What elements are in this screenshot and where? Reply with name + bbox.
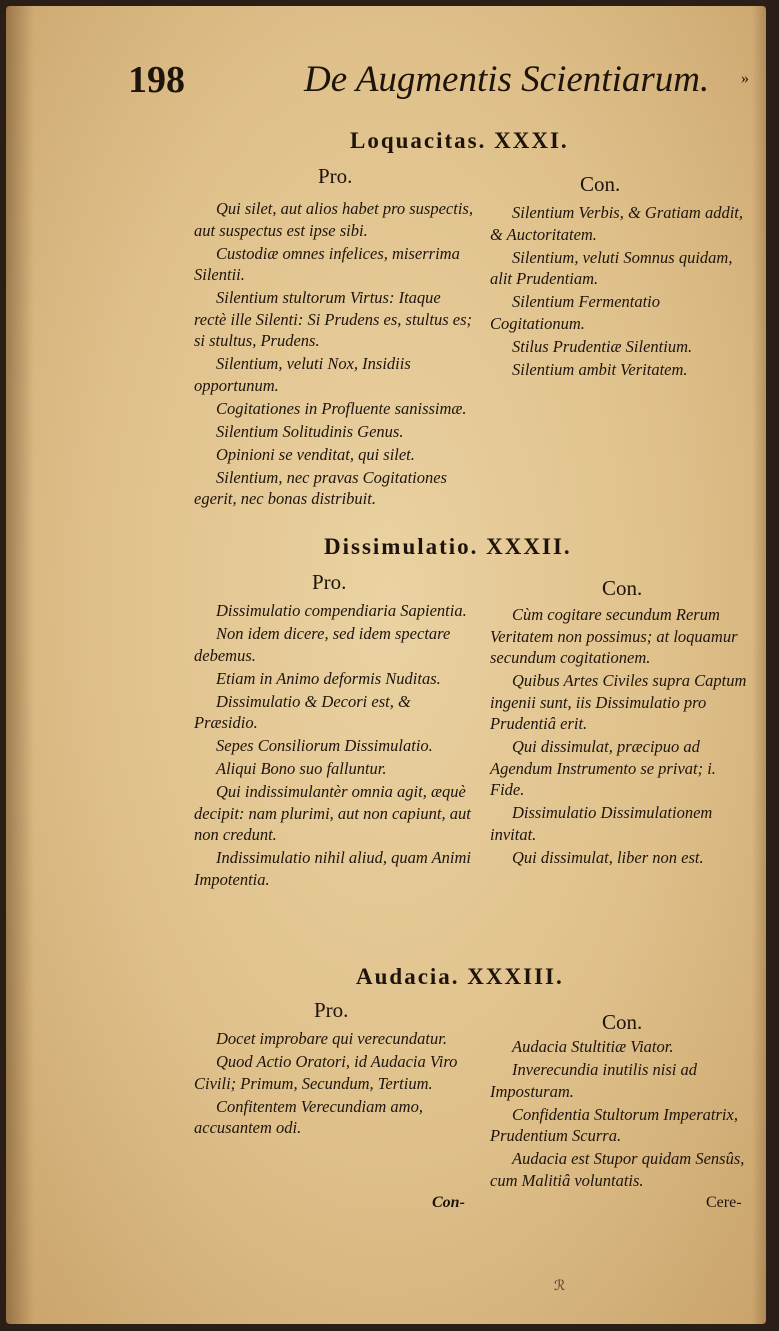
con-sentence: Qui dissimulat, præcipuo ad Agendum Instrumento se privat; i. Fide. (490, 737, 716, 799)
corner-mark: » (741, 70, 749, 87)
pro-heading: Pro. (318, 164, 353, 188)
con-column (490, 202, 754, 382)
con-sentence: Cùm cogitare secundum Rerum Veritatem non possimus; at loquamur secundum cogitationem. (490, 605, 738, 667)
pro-sentence: Silentium Solitudinis Genus. (216, 421, 404, 441)
section-title-loquacitas: Loquacitas. XXXI. (350, 128, 569, 153)
con-column (490, 604, 754, 870)
pro-sentence: Aliqui Bono suo falluntur. (216, 759, 387, 778)
pro-column (194, 600, 476, 892)
pro-sentence: Custodiæ omnes infelices, miserrima Silentii. (194, 243, 460, 284)
pro-sentence: Silentium stultorum Virtus: Itaque rectè ille Silenti: Si Prudens es, stultus es; si stultus, Prudens. (194, 288, 473, 350)
page-number: 198 (128, 59, 185, 101)
pro-sentence: Dissimulatio & Decori est, & Præsidio. (194, 691, 411, 732)
con-sentence: Silentium ambit Veritatem. (512, 359, 688, 379)
con-sentence: Audacia Stultitiæ Viator. (512, 1037, 674, 1056)
con-sentence: Inverecundia inutilis nisi ad Imposturam. (490, 1060, 697, 1101)
pro-sentence: Silentium, veluti Nox, Insidiis opportunum. (194, 354, 411, 395)
pro-sentence: Confitentem Verecundiam amo, accusantem odi. (194, 1096, 423, 1137)
pro-sentence: Qui silet, aut alios habet pro suspectis, aut suspectus est ipse sibi. (194, 199, 473, 240)
con-heading: Con. (580, 172, 621, 196)
con-sentence: Confidentia Stultorum Imperatrix, Prudentium Scurra. (490, 1104, 738, 1145)
pro-sentence: Non idem dicere, sed idem spectare debemus. (194, 624, 451, 665)
page-edge-shadow (752, 6, 766, 1324)
spine-shadow (6, 6, 34, 1324)
con-heading: Con. (602, 576, 643, 600)
con-sentence: Stilus Prudentiæ Silentium. (512, 336, 693, 356)
con-sentence: Silentium, veluti Somnus quidam, alit Prudentiam. (490, 247, 733, 288)
section-title-audacia: Audacia. XXXIII. (356, 964, 564, 989)
con-column (490, 1036, 754, 1193)
con-sentence: Silentium Verbis, & Gratiam addit, & Auctoritatem. (490, 203, 743, 244)
running-head: De Augmentis Scientiarum. (304, 59, 710, 100)
con-sentence: Silentium Fermentatio Cogitationum. (490, 292, 661, 333)
catchword-right: Cere- (706, 1194, 742, 1211)
footer-mark: ℛ (554, 1279, 566, 1294)
pro-sentence: Dissimulatio compendiaria Sapientia. (216, 601, 467, 620)
section-title-dissimulatio: Dissimulatio. XXXII. (324, 534, 572, 559)
pro-sentence: Indissimulatio nihil aliud, quam Animi Impotentia. (194, 848, 472, 889)
pro-heading: Pro. (314, 998, 349, 1022)
pro-sentence: Cogitationes in Profluente sanissimæ. (216, 398, 467, 418)
pro-heading: Pro. (312, 570, 347, 594)
con-sentence: Qui dissimulat, liber non est. (512, 847, 704, 867)
pro-sentence: Sepes Consiliorum Dissimulatio. (216, 736, 433, 755)
pro-sentence: Silentium, nec pravas Cogitationes egerit, nec bonas distribuit. (194, 467, 447, 508)
con-sentence: Dissimulatio Dissimulationem invitat. (490, 803, 713, 844)
pro-sentence: Quod Actio Oratori, id Audacia Viro Civili; Primum, Secundum, Tertium. (194, 1052, 458, 1093)
pro-column (194, 198, 476, 511)
pro-sentence: Etiam in Animo deformis Nuditas. (216, 668, 441, 688)
pro-sentence: Qui indissimulantèr omnia agit, æquè decipit: nam plurimi, aut non capiunt, aut non credunt. (194, 782, 471, 844)
con-sentence: Audacia est Stupor quidam Sensûs, cum Malitiâ voluntatis. (490, 1149, 745, 1190)
pro-sentence: Docet improbare qui verecundatur. (216, 1029, 447, 1048)
pro-sentence: Opinioni se venditat, qui silet. (216, 444, 415, 464)
pro-column (194, 1028, 476, 1140)
catchword-left: Con- (432, 1194, 465, 1211)
con-sentence: Quibus Artes Civiles supra Captum ingenii sunt, iis Dissimulatio pro Prudentiâ erit. (490, 671, 747, 733)
book-page (6, 6, 766, 1324)
con-heading: Con. (602, 1010, 643, 1034)
